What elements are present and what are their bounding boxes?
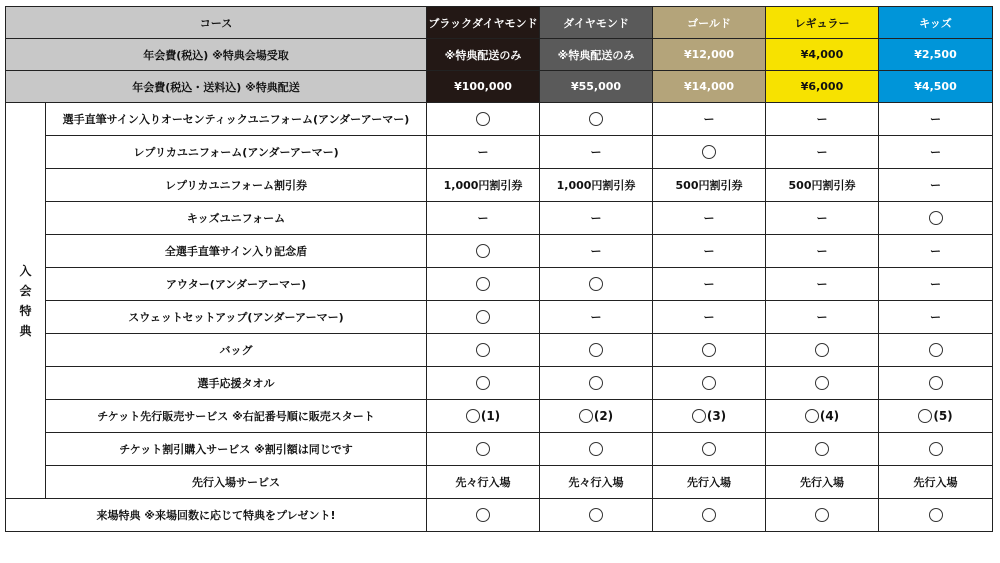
benefit-row (6, 136, 993, 169)
benefit-kids (879, 400, 993, 433)
benefit-kids (879, 202, 993, 235)
membership-benefits-table (5, 6, 993, 532)
benefit-regular: ー (766, 103, 879, 136)
benefit-black-diamond (427, 268, 540, 301)
benefit-gold (653, 334, 766, 367)
circle-mark (815, 343, 829, 357)
benefit-label: レプリカユニフォーム(アンダーアーマー) (46, 136, 427, 169)
benefit-regular: 先行入場 (766, 466, 879, 499)
benefit-kids (879, 433, 993, 466)
col-gold: ゴールド (653, 7, 766, 39)
benefit-regular (766, 400, 879, 433)
circle-mark (476, 112, 490, 126)
benefit-label: アウター(アンダーアーマー) (46, 268, 427, 301)
circle-mark (476, 310, 490, 324)
benefit-regular: ー (766, 202, 879, 235)
benefit-label: キッズユニフォーム (46, 202, 427, 235)
benefit-black-diamond (427, 433, 540, 466)
benefit-diamond: ー (540, 235, 653, 268)
benefit-diamond: 1,000円割引券 (540, 169, 653, 202)
circle-mark (692, 409, 706, 423)
benefit-label: バッグ (46, 334, 427, 367)
benefit-kids (879, 367, 993, 400)
benefit-kids: ー (879, 268, 993, 301)
benefit-regular: ー (766, 235, 879, 268)
circle-mark (702, 145, 716, 159)
circle-mark (476, 376, 490, 390)
order-number: (2) (593, 409, 614, 423)
circle-mark (815, 442, 829, 456)
fee-diamond: ※特典配送のみ (540, 39, 653, 71)
benefit-label: 全選手直筆サイン入り記念盾 (46, 235, 427, 268)
circle-mark (589, 376, 603, 390)
circle-mark (929, 442, 943, 456)
benefit-label: スウェットセットアップ(アンダーアーマー) (46, 301, 427, 334)
order-number: (4) (819, 409, 840, 423)
benefit-diamond (540, 400, 653, 433)
side-label-char: 会 (19, 283, 32, 298)
fee-row (6, 71, 993, 103)
circle-mark (929, 211, 943, 225)
side-label-char: 典 (19, 323, 32, 338)
benefit-diamond: ー (540, 301, 653, 334)
benefit-black-diamond (427, 367, 540, 400)
benefit-black-diamond (427, 235, 540, 268)
circle-mark (589, 112, 603, 126)
circle-mark (589, 442, 603, 456)
visit-regular (766, 499, 879, 532)
circle-mark (589, 343, 603, 357)
benefit-gold: ー (653, 301, 766, 334)
circle-mark (476, 277, 490, 291)
benefit-black-diamond (427, 301, 540, 334)
benefit-diamond: ー (540, 136, 653, 169)
benefit-row (6, 268, 993, 301)
benefit-gold (653, 367, 766, 400)
visit-diamond (540, 499, 653, 532)
benefit-diamond: ー (540, 202, 653, 235)
benefit-diamond (540, 367, 653, 400)
circle-mark (476, 442, 490, 456)
benefit-black-diamond: ー (427, 202, 540, 235)
visit-kids (879, 499, 993, 532)
fee-kids: ¥2,500 (879, 39, 993, 71)
course-header: コース (6, 7, 427, 39)
circle-mark (476, 508, 490, 522)
circle-mark (805, 409, 819, 423)
circle-mark (476, 244, 490, 258)
benefit-row (6, 235, 993, 268)
fee-kids: ¥4,500 (879, 71, 993, 103)
benefit-gold: 500円割引券 (653, 169, 766, 202)
benefit-black-diamond: 先々行入場 (427, 466, 540, 499)
benefit-regular (766, 433, 879, 466)
benefit-black-diamond: 1,000円割引券 (427, 169, 540, 202)
benefit-label: チケット割引購入サービス ※割引額は同じです (46, 433, 427, 466)
benefit-black-diamond (427, 400, 540, 433)
benefit-diamond (540, 103, 653, 136)
circle-mark (702, 376, 716, 390)
benefit-row (6, 334, 993, 367)
order-number: (3) (706, 409, 727, 423)
benefit-gold (653, 136, 766, 169)
circle-mark (702, 508, 716, 522)
benefit-label: チケット先行販売サービス ※右記番号順に販売スタート (46, 400, 427, 433)
circle-mark (589, 277, 603, 291)
circle-mark (579, 409, 593, 423)
benefit-regular (766, 334, 879, 367)
visit-gold (653, 499, 766, 532)
side-label-char: 入 (19, 263, 32, 278)
benefit-black-diamond (427, 334, 540, 367)
benefit-black-diamond: ー (427, 136, 540, 169)
circle-mark (815, 376, 829, 390)
circle-mark (929, 343, 943, 357)
order-number: (5) (933, 409, 953, 423)
benefit-row (6, 103, 993, 136)
fee-black-diamond: ¥100,000 (427, 71, 540, 103)
fee-diamond: ¥55,000 (540, 71, 653, 103)
benefit-label: レプリカユニフォーム割引券 (46, 169, 427, 202)
benefit-kids (879, 334, 993, 367)
visit-bonus-label: 来場特典 ※来場回数に応じて特典をプレゼント! (6, 499, 427, 532)
benefit-gold: ー (653, 202, 766, 235)
circle-mark (918, 409, 932, 423)
benefit-row (6, 202, 993, 235)
benefit-regular (766, 367, 879, 400)
benefit-regular: ー (766, 136, 879, 169)
benefit-diamond: 先々行入場 (540, 466, 653, 499)
benefit-diamond (540, 268, 653, 301)
side-label-char: 特 (19, 303, 32, 318)
benefit-label: 先行入場サービス (46, 466, 427, 499)
col-diamond: ダイヤモンド (540, 7, 653, 39)
benefit-row (6, 400, 993, 433)
fee-gold: ¥12,000 (653, 39, 766, 71)
circle-mark (815, 508, 829, 522)
circle-mark (702, 343, 716, 357)
benefit-gold: ー (653, 268, 766, 301)
benefit-kids: ー (879, 103, 993, 136)
benefit-diamond (540, 433, 653, 466)
circle-mark (702, 442, 716, 456)
visit-bonus-row (6, 499, 993, 532)
col-regular: レギュラー (766, 7, 879, 39)
fee-gold: ¥14,000 (653, 71, 766, 103)
benefit-gold (653, 400, 766, 433)
benefit-black-diamond (427, 103, 540, 136)
membership-benefits-side-label (6, 103, 46, 499)
benefit-label: 選手直筆サイン入りオーセンティックユニフォーム(アンダーアーマー) (46, 103, 427, 136)
fee-label: 年会費(税込) ※特典会場受取 (6, 39, 427, 71)
benefit-label: 選手応援タオル (46, 367, 427, 400)
benefit-row (6, 301, 993, 334)
circle-mark (476, 343, 490, 357)
benefit-regular: ー (766, 268, 879, 301)
fee-regular: ¥6,000 (766, 71, 879, 103)
fee-label: 年会費(税込・送料込) ※特典配送 (6, 71, 427, 103)
circle-mark (929, 376, 943, 390)
benefit-row (6, 433, 993, 466)
fee-black-diamond: ※特典配送のみ (427, 39, 540, 71)
benefit-kids: ー (879, 169, 993, 202)
visit-black-diamond (427, 499, 540, 532)
benefit-gold: ー (653, 103, 766, 136)
benefit-regular: 500円割引券 (766, 169, 879, 202)
benefit-row (6, 169, 993, 202)
col-kids: キッズ (879, 7, 993, 39)
benefit-kids: ー (879, 136, 993, 169)
fee-row (6, 39, 993, 71)
benefit-regular: ー (766, 301, 879, 334)
circle-mark (466, 409, 480, 423)
benefit-gold (653, 433, 766, 466)
header-row (6, 7, 993, 39)
benefit-row (6, 466, 993, 499)
benefit-diamond (540, 334, 653, 367)
benefit-kids: 先行入場 (879, 466, 993, 499)
benefit-gold: 先行入場 (653, 466, 766, 499)
benefit-kids: ー (879, 235, 993, 268)
benefit-gold: ー (653, 235, 766, 268)
circle-mark (589, 508, 603, 522)
benefit-row (6, 367, 993, 400)
fee-regular: ¥4,000 (766, 39, 879, 71)
circle-mark (929, 508, 943, 522)
col-black-diamond: ブラックダイヤモンド (427, 7, 540, 39)
order-number: (1) (480, 409, 501, 423)
benefit-kids: ー (879, 301, 993, 334)
